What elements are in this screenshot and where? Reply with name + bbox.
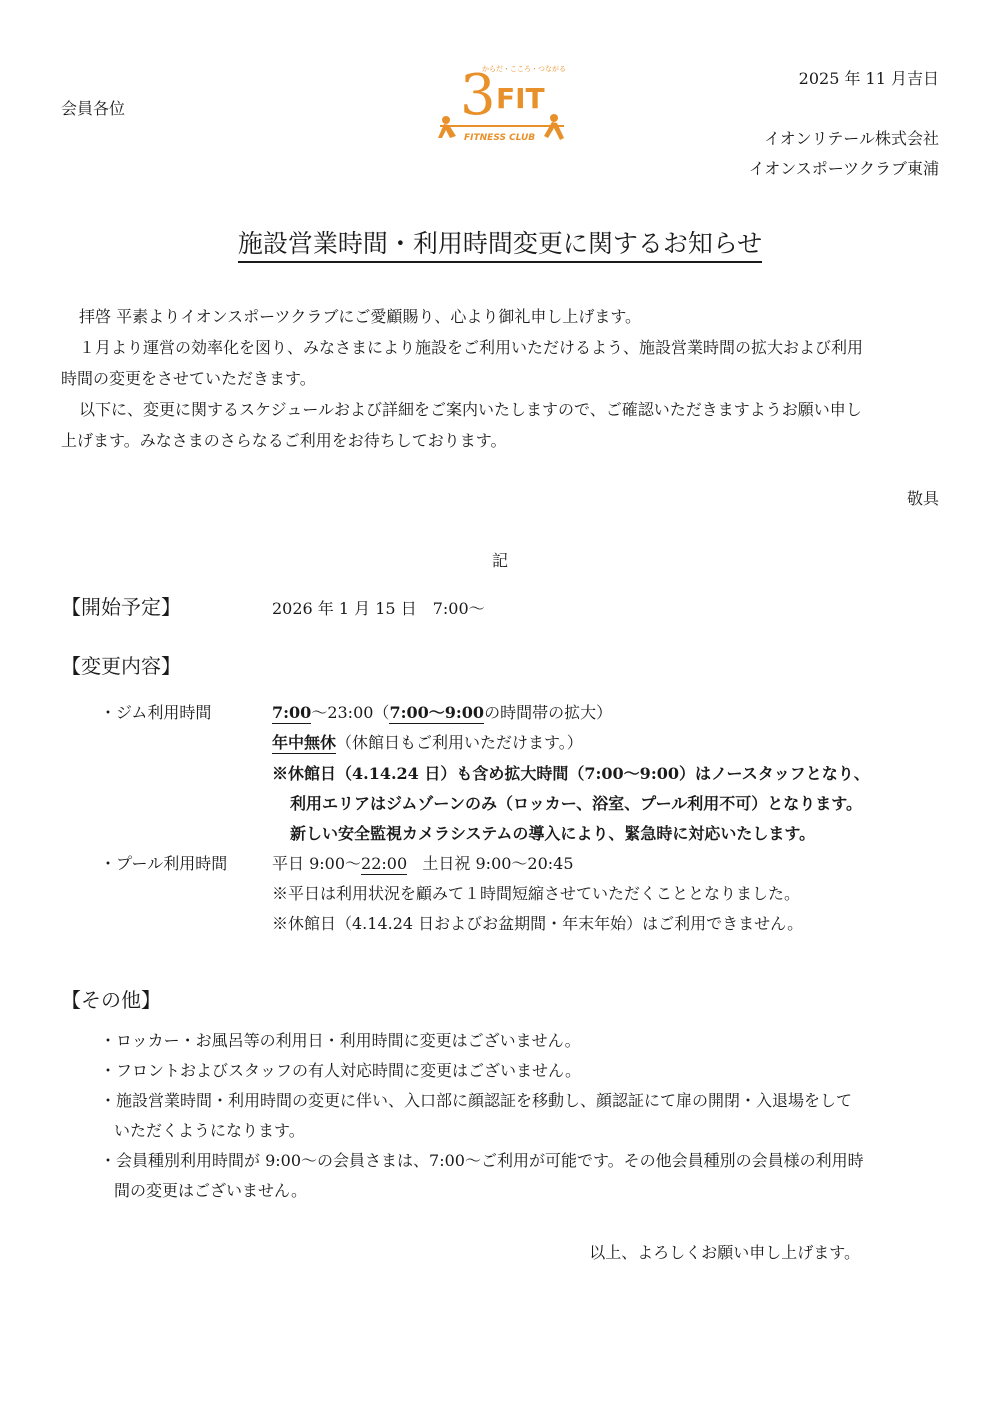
gym-open bbox=[272, 730, 583, 753]
gym-open-note: （休館日もご利用いただけます。） bbox=[336, 733, 583, 752]
issue-date: 2025 年 11 月吉日 bbox=[798, 69, 939, 88]
intro-p2-line1: １月より運営の効率化を図り、みなさまにより施設をご利用いただけるよう、施設営業時間の拡大および利用 bbox=[79, 338, 864, 357]
other-item3-line2: いただくようになります。 bbox=[114, 1121, 305, 1140]
other-item3-line1: ・施設営業時間・利用時間の変更に伴い、入口部に顔認証を移動し、顔認証にて扉の開閉・入退場をして bbox=[100, 1091, 853, 1110]
pool-weekday-end: 22:00 bbox=[361, 854, 408, 873]
start-value: 2026 年 1 月 15 日 7:00～ bbox=[272, 599, 485, 618]
ki-mark: 記 bbox=[491, 551, 508, 570]
other-item4-line1: ・会員種別利用時間が 9:00～の会員さまは、7:00～ご利用が可能です。その他会員種別の会員様の利用時 bbox=[100, 1151, 864, 1170]
changes-label: 【変更内容】 bbox=[61, 654, 181, 678]
intro-p2-line2: 時間の変更をさせていただきます。 bbox=[61, 369, 316, 388]
logo-sub: FITNESS CLUB bbox=[464, 133, 536, 143]
company-name: イオンリテール株式会社 bbox=[764, 129, 939, 148]
gym-note2: 利用エリアはジムゾーンのみ（ロッカー、浴室、プール利用不可）となります。 bbox=[290, 794, 863, 813]
intro-p3-line2: 上げます。みなさまのさらなるご利用をお待ちしております。 bbox=[61, 431, 507, 450]
pool-hours bbox=[272, 851, 574, 874]
pool-label: ・プール利用時間 bbox=[100, 854, 228, 873]
footer-closing: 以上、よろしくお願い申し上げます。 bbox=[589, 1243, 860, 1262]
gym-time-rest: ～23:00（ bbox=[311, 703, 390, 722]
gym-note1: ※休館日（4.14.24 日）も含め拡大時間（7:00～9:00）はノースタッフとなり、 bbox=[272, 764, 870, 783]
gym-label: ・ジム利用時間 bbox=[100, 703, 212, 722]
title-wrap bbox=[0, 224, 1000, 260]
other-item4-line2: 間の変更はございません。 bbox=[114, 1181, 307, 1200]
other-list bbox=[100, 1026, 940, 1206]
logo-name: FIT bbox=[496, 82, 545, 115]
gym-hours bbox=[272, 700, 612, 723]
other-label: 【その他】 bbox=[61, 988, 161, 1012]
club-name: イオンスポーツクラブ東浦 bbox=[748, 159, 939, 178]
intro bbox=[61, 301, 941, 456]
gym-open-label: 年中無休 bbox=[272, 733, 337, 752]
gym-time-tail: の時間帯の拡大） bbox=[484, 703, 613, 722]
closing-word: 敬具 bbox=[906, 489, 939, 508]
gym-time-expanded: 7:00～9:00 bbox=[389, 703, 485, 722]
gym-time-start: 7:00 bbox=[272, 703, 312, 722]
logo-tagline: からだ・こころ・つながる bbox=[482, 65, 566, 73]
page-title: 施設営業時間・利用時間変更に関するお知らせ bbox=[238, 229, 762, 263]
fit-logo bbox=[434, 58, 568, 156]
pool-note2: ※休館日（4.14.24 日およびお盆期間・年末年始）はご利用できません。 bbox=[272, 914, 804, 933]
logo-numeral: 3 bbox=[460, 63, 496, 128]
recipient: 会員各位 bbox=[61, 99, 126, 118]
intro-p3-line1: 以下に、変更に関するスケジュールおよび詳細をご案内いたしますので、ご確認いただきますようお願い申し bbox=[79, 400, 862, 419]
gym-note3: 新しい安全監視カメラシステムの導入により、緊急時に対応いたします。 bbox=[290, 824, 816, 843]
other-item1: ・ロッカー・お風呂等の利用日・利用時間に変更はございません。 bbox=[100, 1031, 581, 1050]
pool-note1: ※平日は利用状況を顧みて１時間短縮させていただくこととなりました。 bbox=[272, 884, 801, 903]
pool-weekend: 土日祝 9:00～20:45 bbox=[422, 854, 574, 873]
intro-p1: 拝啓 平素よりイオンスポーツクラブにご愛顧賜り、心より御礼申し上げます。 bbox=[79, 307, 642, 326]
pool-weekday-prefix: 平日 9:00～ bbox=[272, 854, 362, 873]
start-label: 【開始予定】 bbox=[61, 595, 181, 619]
other-item2: ・フロントおよびスタッフの有人対応時間に変更はございません。 bbox=[100, 1061, 581, 1080]
